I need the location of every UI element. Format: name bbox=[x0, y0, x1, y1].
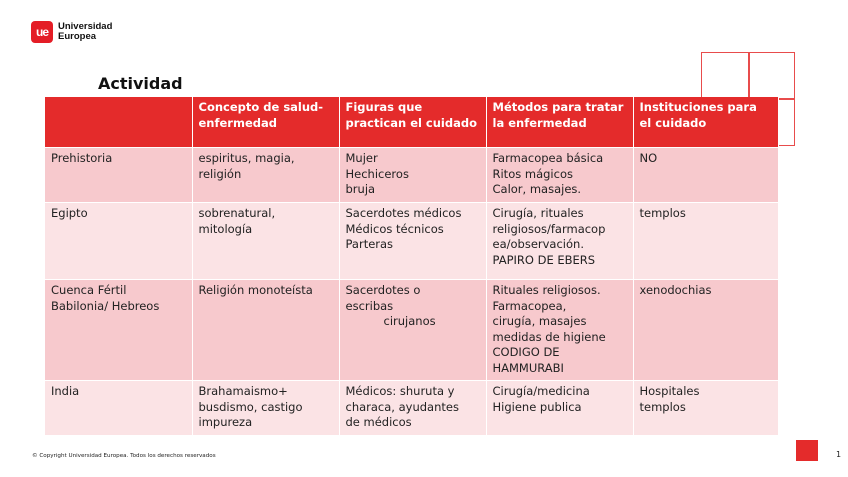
cell-concept: Brahamaismo+ busdismo, castigo impureza bbox=[192, 381, 339, 436]
cell-methods: Cirugía/medicina Higiene publica bbox=[486, 381, 633, 436]
university-logo bbox=[31, 21, 112, 43]
table-header-row bbox=[45, 97, 778, 148]
logo-wordmark bbox=[58, 22, 112, 42]
page-title: Actividad bbox=[98, 74, 183, 93]
cell-figures: Médicos: shuruta y characa, ayudantes de médicos bbox=[339, 381, 486, 436]
cell-concept: espiritus, magia, religión bbox=[192, 148, 339, 203]
table-row bbox=[45, 381, 778, 436]
table-row bbox=[45, 148, 778, 203]
cell-institutions: xenodochias bbox=[633, 280, 778, 381]
cell-concept: Religión monoteísta bbox=[192, 280, 339, 381]
table-row bbox=[45, 203, 778, 280]
cell-figures: Sacerdotes o escribas cirujanos bbox=[339, 280, 486, 381]
header-empty bbox=[45, 97, 192, 148]
cell-figures: Mujer Hechiceros bruja bbox=[339, 148, 486, 203]
page-number: 1 bbox=[836, 450, 842, 459]
header-figures: Figuras que practican el cuidado bbox=[339, 97, 486, 148]
cell-concept: sobrenatural, mitología bbox=[192, 203, 339, 280]
logo-line-2: Europea bbox=[58, 31, 97, 42]
table-row bbox=[45, 280, 778, 381]
cell-methods: Farmacopea básica Ritos mágicos Calor, masajes. bbox=[486, 148, 633, 203]
decorative-square bbox=[701, 52, 750, 100]
decorative-square bbox=[748, 52, 795, 100]
cell-period: India bbox=[45, 381, 192, 436]
cell-figures: Sacerdotes médicos Médicos técnicos Parteras bbox=[339, 203, 486, 280]
header-methods: Métodos para tratar la enfermedad bbox=[486, 97, 633, 148]
ue-logo-icon: ue bbox=[31, 21, 53, 43]
cell-institutions: Hospitales templos bbox=[633, 381, 778, 436]
header-institutions: Instituciones para el cuidado bbox=[633, 97, 778, 148]
copyright-footer: © Copyright Universidad Europea. Todos los derechos reservados bbox=[32, 453, 216, 459]
cell-period: Cuenca Fértil Babilonia/ Hebreos bbox=[45, 280, 192, 381]
logo-line-1: Universidad bbox=[58, 21, 113, 32]
cell-institutions: NO bbox=[633, 148, 778, 203]
activity-table bbox=[45, 97, 779, 436]
cell-methods: Rituales religiosos. Farmacopea, cirugía, masajes medidas de higiene CODIGO DE HAMMURABI bbox=[486, 280, 633, 381]
cell-institutions: templos bbox=[633, 203, 778, 280]
header-concept: Concepto de salud-enfermedad bbox=[192, 97, 339, 148]
cell-methods: Cirugía, rituales religiosos/farmacop ea/observación. PAPIRO DE EBERS bbox=[486, 203, 633, 280]
page-corner-square bbox=[796, 440, 818, 461]
cell-period: Egipto bbox=[45, 203, 192, 280]
cell-period: Prehistoria bbox=[45, 148, 192, 203]
